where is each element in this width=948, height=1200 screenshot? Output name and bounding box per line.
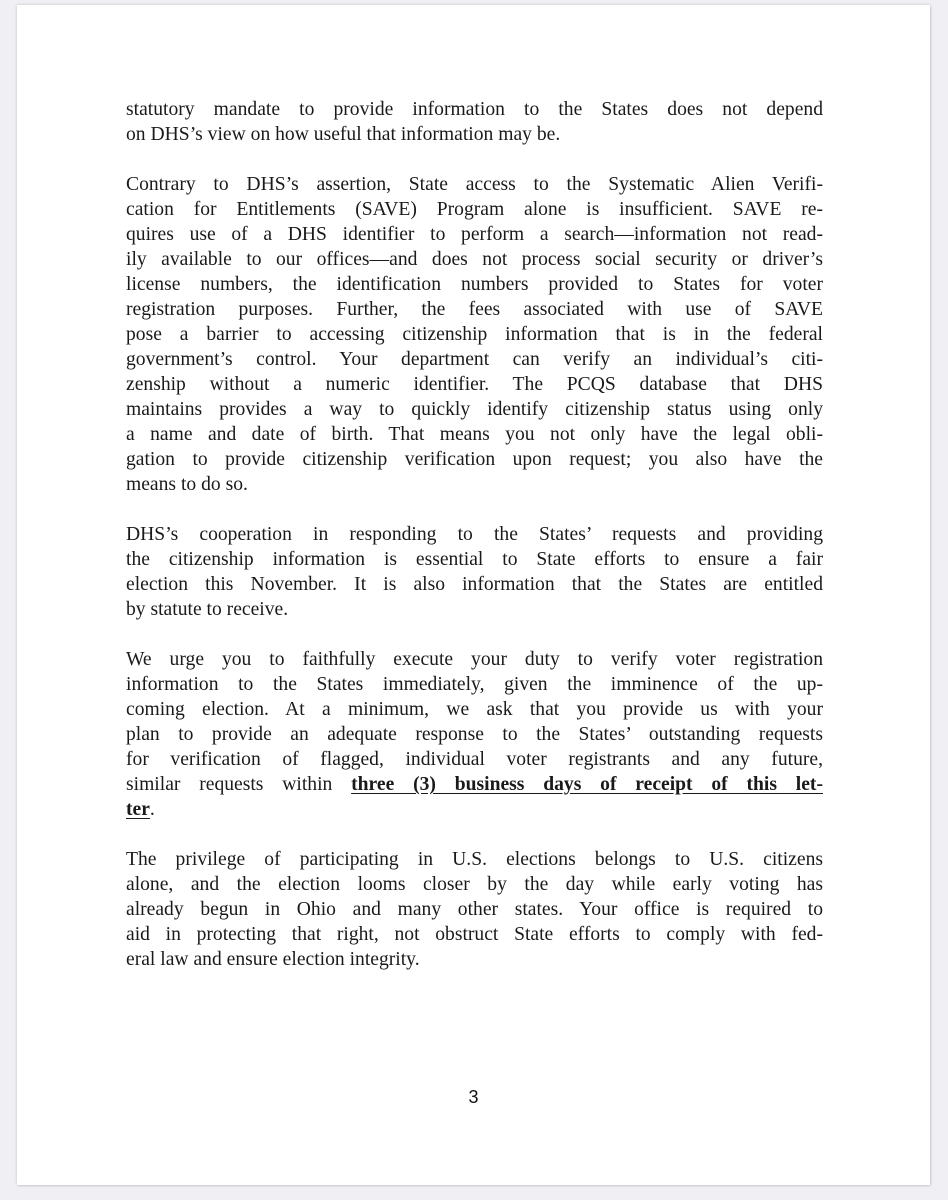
text-line: for verification of flagged, individual voter registrants and any future,	[126, 749, 823, 770]
text-line: the citizenship information is essential to State efforts to ensure a fair	[126, 549, 823, 570]
document-page	[17, 5, 930, 1185]
text-line: zenship without a numeric identifier. The PCQS database that DHS	[126, 374, 823, 395]
text-line: cation for Entitlements (SAVE) Program alone is insufficient. SAVE re-	[126, 199, 823, 220]
paragraph-dhs-cooperation	[126, 522, 823, 622]
deadline-emphasis-end: ter	[126, 799, 150, 820]
text-line: alone, and the election looms closer by the day while early voting has	[126, 874, 823, 895]
text-line: DHS’s cooperation in responding to the States’ requests and providing	[126, 524, 823, 545]
deadline-suffix: .	[149, 799, 155, 820]
text-line: statutory mandate to provide information to the States does not depend	[126, 99, 823, 120]
text-line: on DHS’s view on how useful that information may be.	[126, 124, 561, 145]
text-line: means to do so.	[126, 474, 248, 495]
letter-body	[126, 97, 823, 997]
text-line: aid in protecting that right, not obstruct State efforts to comply with fed-	[126, 924, 823, 945]
text-line: plan to provide an adequate response to the States’ outstanding requests	[126, 724, 823, 745]
text-line: The privilege of participating in U.S. elections belongs to U.S. citizens	[126, 849, 823, 870]
text-line: government’s control. Your department can verify an individual’s citi-	[126, 349, 823, 370]
text-line: Contrary to DHS’s assertion, State access to the Systematic Alien Verifi-	[126, 174, 823, 195]
deadline-emphasis: three (3) business days of receipt of this let-	[351, 774, 823, 795]
deadline-line	[126, 772, 823, 797]
text-line: registration purposes. Further, the fees associated with use of SAVE	[126, 299, 823, 320]
text-line: maintains provides a way to quickly identify citizenship status using only	[126, 399, 823, 420]
text-line: a name and date of birth. That means you not only have the legal obli-	[126, 424, 823, 445]
text-line: eral law and ensure election integrity.	[126, 949, 420, 970]
text-line: by statute to receive.	[126, 599, 289, 620]
paragraph-urge-request	[126, 647, 823, 822]
text-line: already begun in Ohio and many other states. Your office is required to	[126, 899, 823, 920]
paragraph-statutory-mandate	[126, 97, 823, 147]
page-number: 3	[468, 1087, 479, 1107]
text-line: information to the States immediately, given the imminence of the up-	[126, 674, 823, 695]
paragraph-privilege	[126, 847, 823, 972]
text-line: pose a barrier to accessing citizenship information that is in the federal	[126, 324, 823, 345]
text-line: election this November. It is also information that the States are entitled	[126, 574, 823, 595]
text-line: license numbers, the identification numbers provided to States for voter	[126, 274, 823, 295]
text-line: quires use of a DHS identifier to perform a search—information not read-	[126, 224, 823, 245]
text-line: coming election. At a minimum, we ask that you provide us with your	[126, 699, 823, 720]
deadline-prefix: similar requests within	[126, 774, 352, 795]
text-line: We urge you to faithfully execute your duty to verify voter registration	[126, 649, 823, 670]
deadline-line-end	[126, 797, 823, 822]
text-line: ily available to our offices—and does not process social security or driver’s	[126, 249, 823, 270]
paragraph-save-program	[126, 172, 823, 497]
text-line: gation to provide citizenship verification upon request; you also have the	[126, 449, 823, 470]
